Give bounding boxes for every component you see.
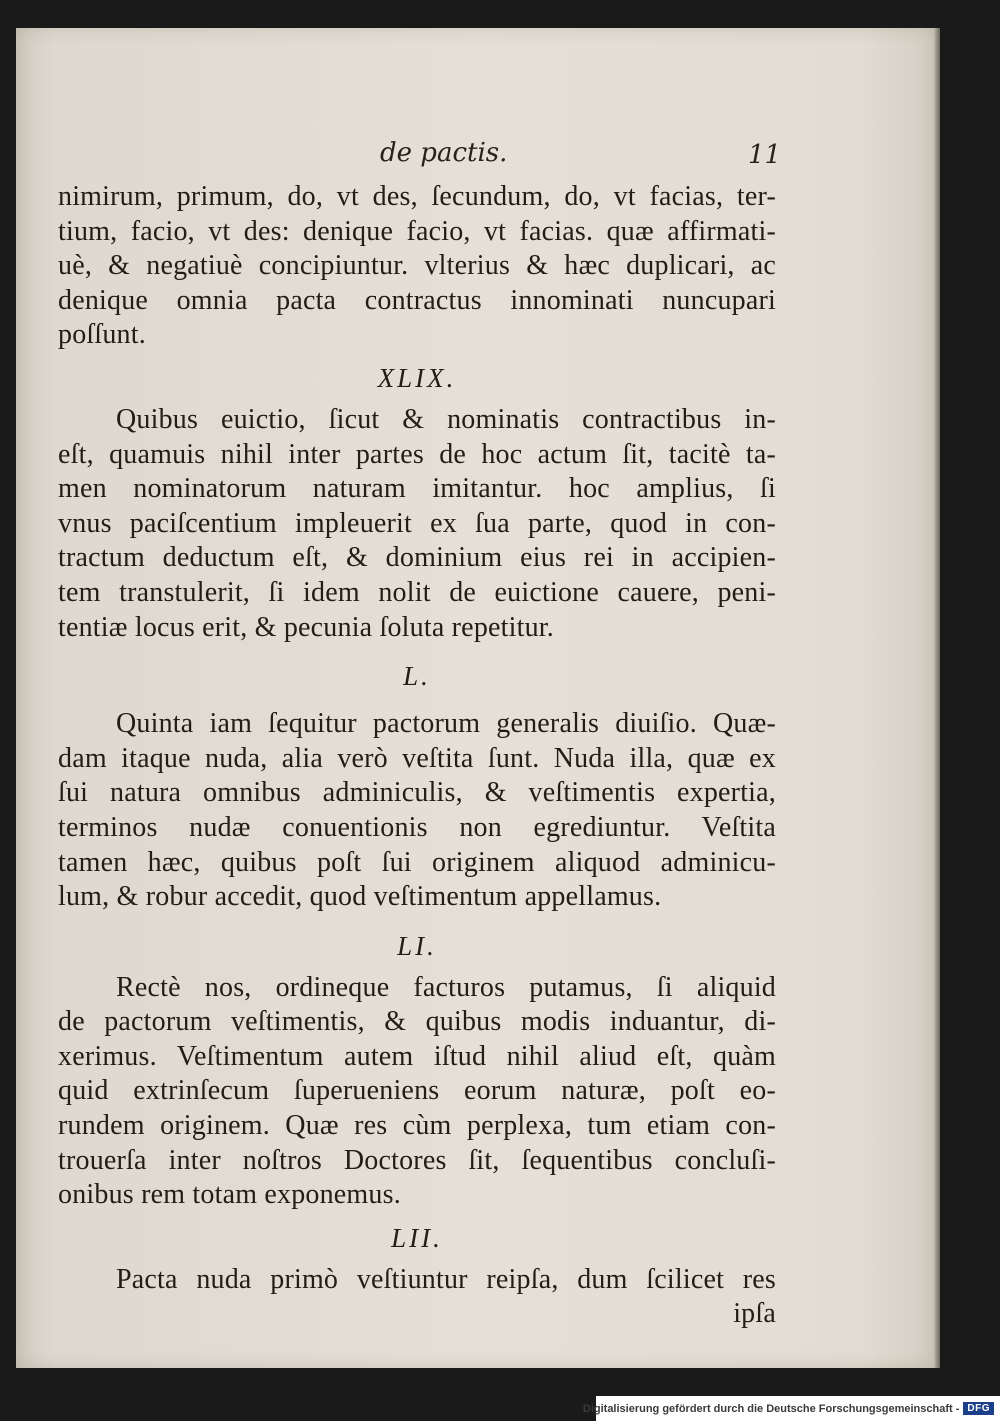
page-edge (934, 28, 940, 1368)
digitization-footer (582, 1396, 1000, 1421)
text-line: rundem originem. Quæ res cùm perplexa, tum etiam con- (58, 1110, 776, 1142)
running-head: de pactis. (380, 138, 508, 168)
text-line: tamen hæc, quibus poſt ſui originem aliquod adminicu- (58, 846, 776, 878)
section-number: LI. (397, 930, 437, 961)
text-line: trouerſa inter noſtros Doctores ſit, ſequentibus concluſi- (58, 1144, 776, 1176)
text-line: onibus rem totam exponemus. (58, 1179, 401, 1211)
text-line: uè, & negatiuè concipiuntur. vlterius & hæc duplicari, ac (58, 250, 776, 282)
text-line: tem transtulerit, ſi idem nolit de euictione cauere, peni- (58, 576, 776, 608)
section-number: XLIX. (377, 362, 457, 393)
dfg-logo: DFG (963, 1402, 994, 1415)
page-text (58, 180, 776, 1332)
text-line: dam itaque nuda, alia verò veſtita ſunt. Nuda illa, quæ ex (58, 742, 776, 774)
page-number: 11 (748, 140, 782, 170)
text-line: eſt, quamuis nihil inter partes de hoc actum ſit, tacitè ta- (58, 438, 776, 470)
text-line: Quibus euictio, ſicut & nominatis contractibus in- (116, 403, 776, 435)
text-line: de pactorum veſtimentis, & quibus modis induantur, di- (58, 1006, 776, 1038)
text-line: vnus paciſcentium impleuerit ex ſua parte, quod in con- (58, 507, 776, 539)
text-line: xerimus. Veſtimentum autem iſtud nihil aliud eſt, quàm (58, 1040, 776, 1072)
text-line: tium, facio, vt des: denique facio, vt facias. quæ affirmati- (58, 215, 776, 247)
text-line: quid extrinſecum ſuperueniens eorum naturæ, poſt eo- (58, 1075, 776, 1107)
page-header (0, 132, 1000, 172)
text-line: denique omnia pacta contractus innominati nuncupari (58, 284, 776, 316)
text-line: Quinta iam ſequitur pactorum generalis diuiſio. Quæ- (116, 708, 776, 740)
section-number: LII. (391, 1222, 443, 1253)
text-line: Pacta nuda primò veſtiuntur reipſa, dum ſcilicet res (116, 1263, 776, 1295)
text-line: men nominatorum naturam imitantur. hoc amplius, ſi (58, 473, 776, 505)
text-line: terminos nudæ conuentionis non egrediuntur. Veſtita (58, 811, 776, 843)
text-line: tentiæ locus erit, & pecunia ſoluta repetitur. (58, 611, 554, 643)
section-number: L. (403, 661, 431, 692)
text-line: nimirum, primum, do, vt des, ſecundum, do, vt facias, ter- (58, 181, 776, 212)
catchword: ipſa (733, 1298, 776, 1330)
text-line: lum, & robur accedit, quod veſtimentum appellamus. (58, 881, 662, 913)
text-line: ſui natura omnibus adminiculis, & veſtimentis expertia, (58, 777, 776, 809)
text-line: poſſunt. (58, 319, 146, 351)
funding-notice: Digitalisierung gefördert durch die Deutsche Forschungsgemeinschaft - (582, 1402, 960, 1415)
text-line: Rectè nos, ordineque facturos putamus, ſi aliquid (116, 971, 776, 1003)
text-line: tractum deductum eſt, & dominium eius rei in accipien- (58, 542, 776, 574)
